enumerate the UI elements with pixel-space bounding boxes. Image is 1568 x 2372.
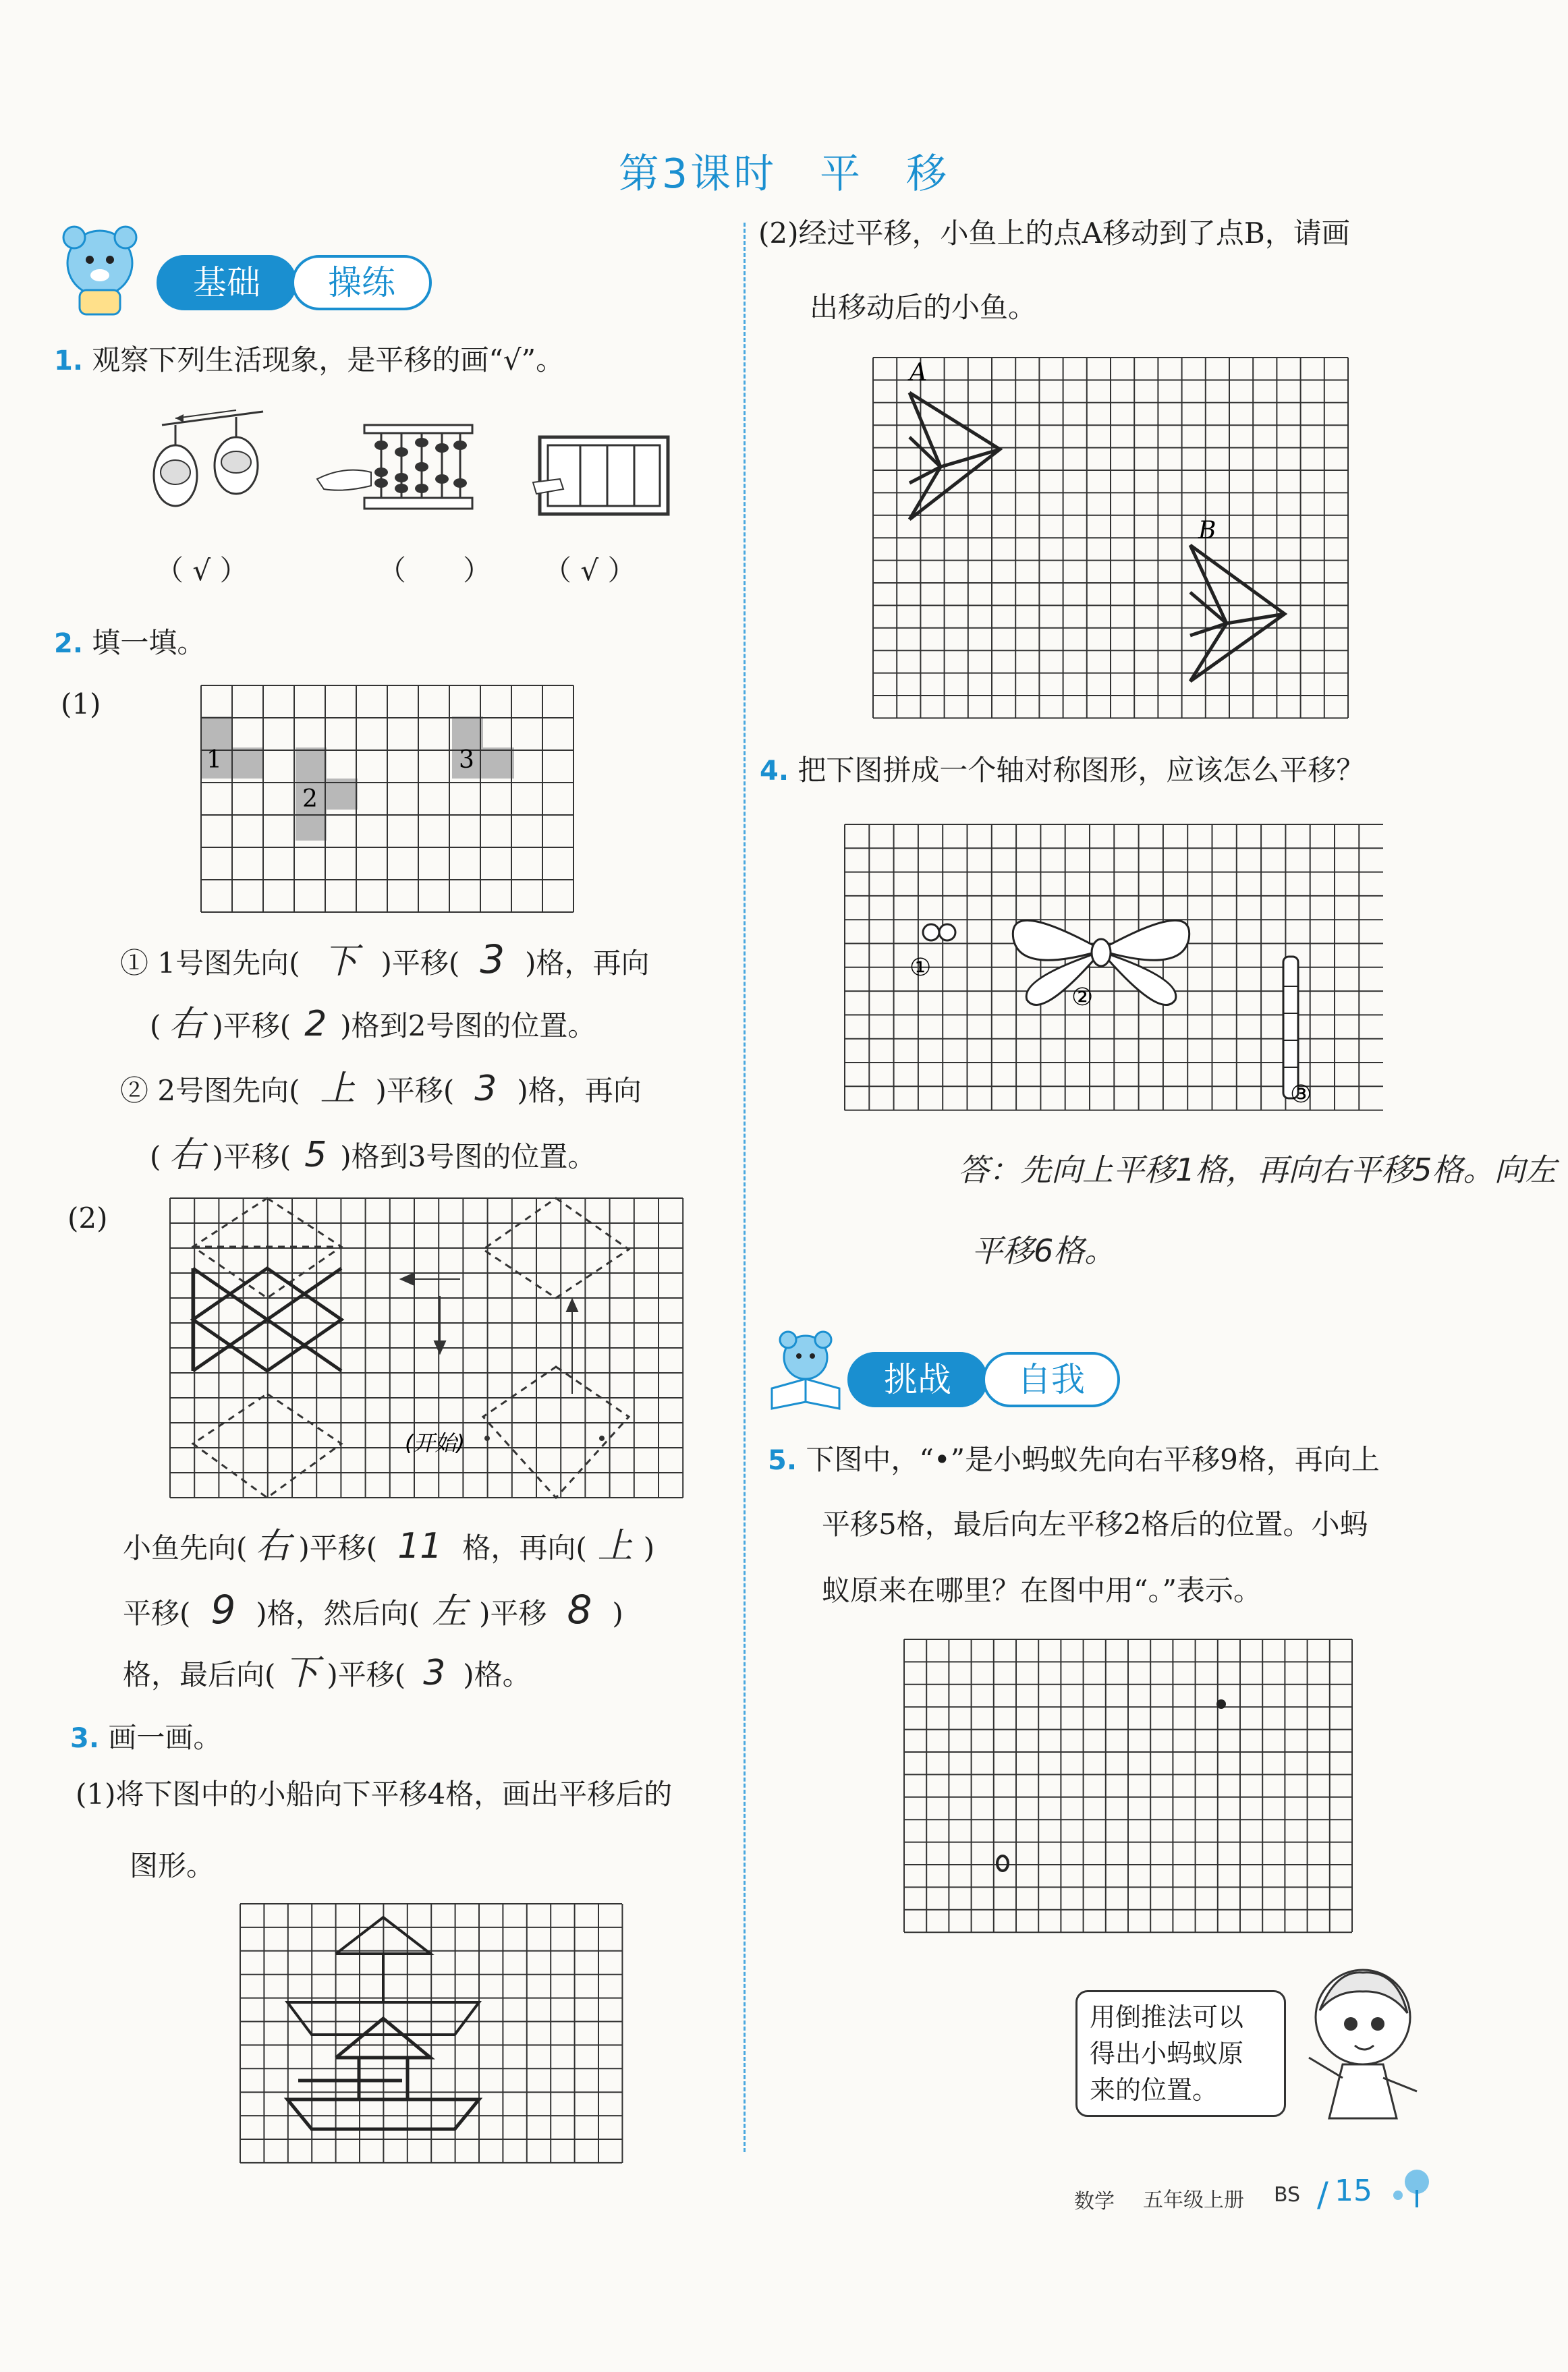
ant-origin-mark[interactable]: [997, 1856, 1008, 1871]
q1-number: 1.: [54, 345, 84, 376]
q2-a-text6: )格到2号图的位置。: [340, 1009, 596, 1042]
q4-number: 4.: [760, 756, 789, 787]
q2-fish-line2: [123, 1587, 623, 1633]
piece-2-label: ②: [1071, 984, 1094, 1011]
q3-text: 画一画。: [108, 1721, 222, 1754]
q2-text: 填一填。: [92, 626, 206, 659]
fish-answer3[interactable]: 上: [597, 1526, 633, 1566]
fish-text1: 小鱼先向(: [123, 1531, 248, 1564]
fish-text11: )格。: [463, 1658, 531, 1691]
window-picture: [533, 432, 675, 519]
fish-answer9[interactable]: 下: [283, 1653, 319, 1693]
section-basic-label-1: 基础: [157, 255, 297, 310]
shape-3-label: 3: [459, 746, 474, 774]
q5-line1: [768, 1441, 1380, 1479]
q2-fish-line3: [123, 1654, 531, 1694]
q2-line-a2: [150, 1005, 596, 1045]
q3-fish-grid: [873, 358, 1349, 718]
girl-mascot-icon: [1295, 1956, 1430, 2132]
q2-fish-line1: [123, 1527, 654, 1567]
fish-text5: 平移(: [123, 1597, 191, 1630]
q5-text1: 下图中，“•”是小蚂蚁先向右平移9格，再向上: [806, 1443, 1380, 1476]
fish-answer6[interactable]: 左: [432, 1591, 468, 1632]
tree-icon: [1389, 2166, 1436, 2213]
q2-a-text1: ① 1号图先向(: [120, 947, 300, 980]
fish-text6: )格，然后向(: [256, 1597, 420, 1630]
q2-b-answer-count[interactable]: 3: [474, 1069, 497, 1109]
q2-fish-grid: [170, 1198, 684, 1498]
fish-answer2[interactable]: 11: [397, 1526, 443, 1566]
bear-mascot-icon: [53, 223, 154, 317]
fish-text2: )平移(: [298, 1531, 378, 1564]
q3-prompt: [70, 1719, 221, 1757]
q2-line-b2: [150, 1136, 596, 1176]
page-number: 15: [1335, 2174, 1372, 2208]
q2-a-text4: (: [150, 1009, 161, 1042]
q2-b-answer-count2[interactable]: 5: [304, 1135, 327, 1175]
q3-sub2-text: (2)经过平移，小鱼上的点A移动到了点B，请画: [758, 217, 1350, 250]
cable-car-picture: [148, 398, 277, 526]
ant-final-dot: [1216, 1699, 1226, 1709]
q1-answer-2[interactable]: （ ）: [378, 554, 492, 587]
q3-sub1-text-b: 图形。: [130, 1849, 215, 1882]
q5-ant-grid: [904, 1639, 1353, 1932]
fish-text7: )平移: [479, 1597, 547, 1630]
q2-shapes-grid: [201, 685, 579, 912]
q2-a-answer-count2[interactable]: 2: [304, 1004, 327, 1044]
q2-b-text6: )格到3号图的位置。: [340, 1140, 596, 1173]
section-challenge-label-2: 自我: [982, 1352, 1120, 1407]
q5-number: 5.: [768, 1445, 797, 1476]
fish-text9: 格，最后向(: [123, 1658, 276, 1691]
q2-b-text4: (: [150, 1140, 161, 1173]
piece-3-label: ③: [1290, 1081, 1312, 1108]
page-title: 第3课时 平 移: [618, 150, 950, 198]
fish-answer5[interactable]: 9: [211, 1587, 236, 1633]
q1-text: 观察下列生活现象，是平移的画“√”。: [92, 343, 565, 376]
q4-answer-line2[interactable]: 平移6格。: [972, 1233, 1116, 1269]
footer-subject: 数学: [1074, 2190, 1115, 2213]
q4-answer-line1[interactable]: 答：先向上平移1格，再向右平移5格。向左: [958, 1152, 1557, 1188]
q2-b-text5: )平移(: [212, 1140, 291, 1173]
q5-line3: 蚁原来在哪里？在图中用“。”表示。: [822, 1574, 1262, 1607]
q4-prompt: [760, 752, 1364, 790]
q3-sub2-text-b: 出移动后的小鱼。: [810, 291, 1037, 324]
fish-text4: ): [643, 1531, 655, 1564]
hint-line1: 用倒推法可以: [1090, 2002, 1244, 2032]
abacus-picture: [317, 418, 486, 519]
q2-b-text2: )平移(: [375, 1074, 455, 1107]
q2-a-text3: )格，再向: [525, 947, 650, 980]
footer-edition: BS: [1274, 2183, 1301, 2207]
hint-line2: 得出小蚂蚁原: [1090, 2039, 1244, 2068]
fish-answer1[interactable]: 右: [255, 1526, 291, 1566]
fish-answer7[interactable]: 8: [567, 1587, 592, 1633]
q2-line-b: [120, 1070, 642, 1110]
q2-a-answer-count[interactable]: 3: [480, 936, 505, 982]
fish-answer10[interactable]: 3: [423, 1653, 446, 1693]
hint-line3: 来的位置。: [1090, 2075, 1219, 2105]
q2-a-text2: )平移(: [381, 947, 460, 980]
fish-text10: )平移(: [327, 1658, 406, 1691]
q4-dragonfly-grid: [845, 824, 1384, 1110]
q2-b-text3: )格，再向: [517, 1074, 642, 1107]
q2-sub2-label: (2): [67, 1202, 108, 1235]
q2-line-a: [120, 936, 650, 982]
footer-slash: /: [1317, 2175, 1328, 2214]
fish-text8: ): [612, 1597, 623, 1630]
q4-text: 把下图拼成一个轴对称图形，应该怎么平移？: [797, 754, 1365, 787]
q3-sub1-text: (1)将下图中的小船向下平移4格，画出平移后的: [76, 1778, 673, 1811]
q2-b-answer-dir2[interactable]: 右: [169, 1135, 204, 1175]
q2-sub1-label: (1): [61, 687, 101, 721]
q1-prompt: [54, 341, 564, 380]
q2-number: 2.: [54, 628, 84, 659]
point-a-label: A: [909, 359, 927, 387]
q2-a-text5: )平移(: [212, 1009, 291, 1042]
section-challenge-label-1: 挑战: [847, 1352, 988, 1407]
fish-text3: 格，再向(: [462, 1531, 587, 1564]
q1-answer-1[interactable]: （ √ ）: [155, 554, 248, 587]
shape-1-label: 1: [206, 746, 222, 774]
footer-grade: 五年级上册: [1143, 2189, 1244, 2212]
q3-number: 3.: [70, 1723, 100, 1754]
q2-a-answer-dir2[interactable]: 右: [169, 1004, 204, 1044]
point-b-label: B: [1198, 517, 1216, 544]
shape-2-label: 2: [302, 785, 318, 813]
section-basic-label-2: 操练: [291, 255, 432, 310]
q1-answer-3[interactable]: （ √ ）: [543, 554, 636, 587]
q3-boat-grid: [240, 1904, 623, 2163]
reading-bear-icon: [765, 1328, 846, 1415]
q2-b-text1: ② 2号图先向(: [120, 1074, 300, 1107]
q2-a-answer-dir[interactable]: 下: [323, 941, 358, 982]
hint-bubble: [1075, 1990, 1286, 2117]
q5-line2: 平移5格，最后向左平移2格后的位置。小蚂: [822, 1508, 1368, 1541]
start-label: (开始): [405, 1430, 465, 1456]
q2-prompt: [54, 624, 205, 662]
q2-b-answer-dir[interactable]: 上: [320, 1069, 356, 1109]
column-divider: [744, 223, 746, 2152]
piece-1-label: ①: [909, 954, 932, 982]
